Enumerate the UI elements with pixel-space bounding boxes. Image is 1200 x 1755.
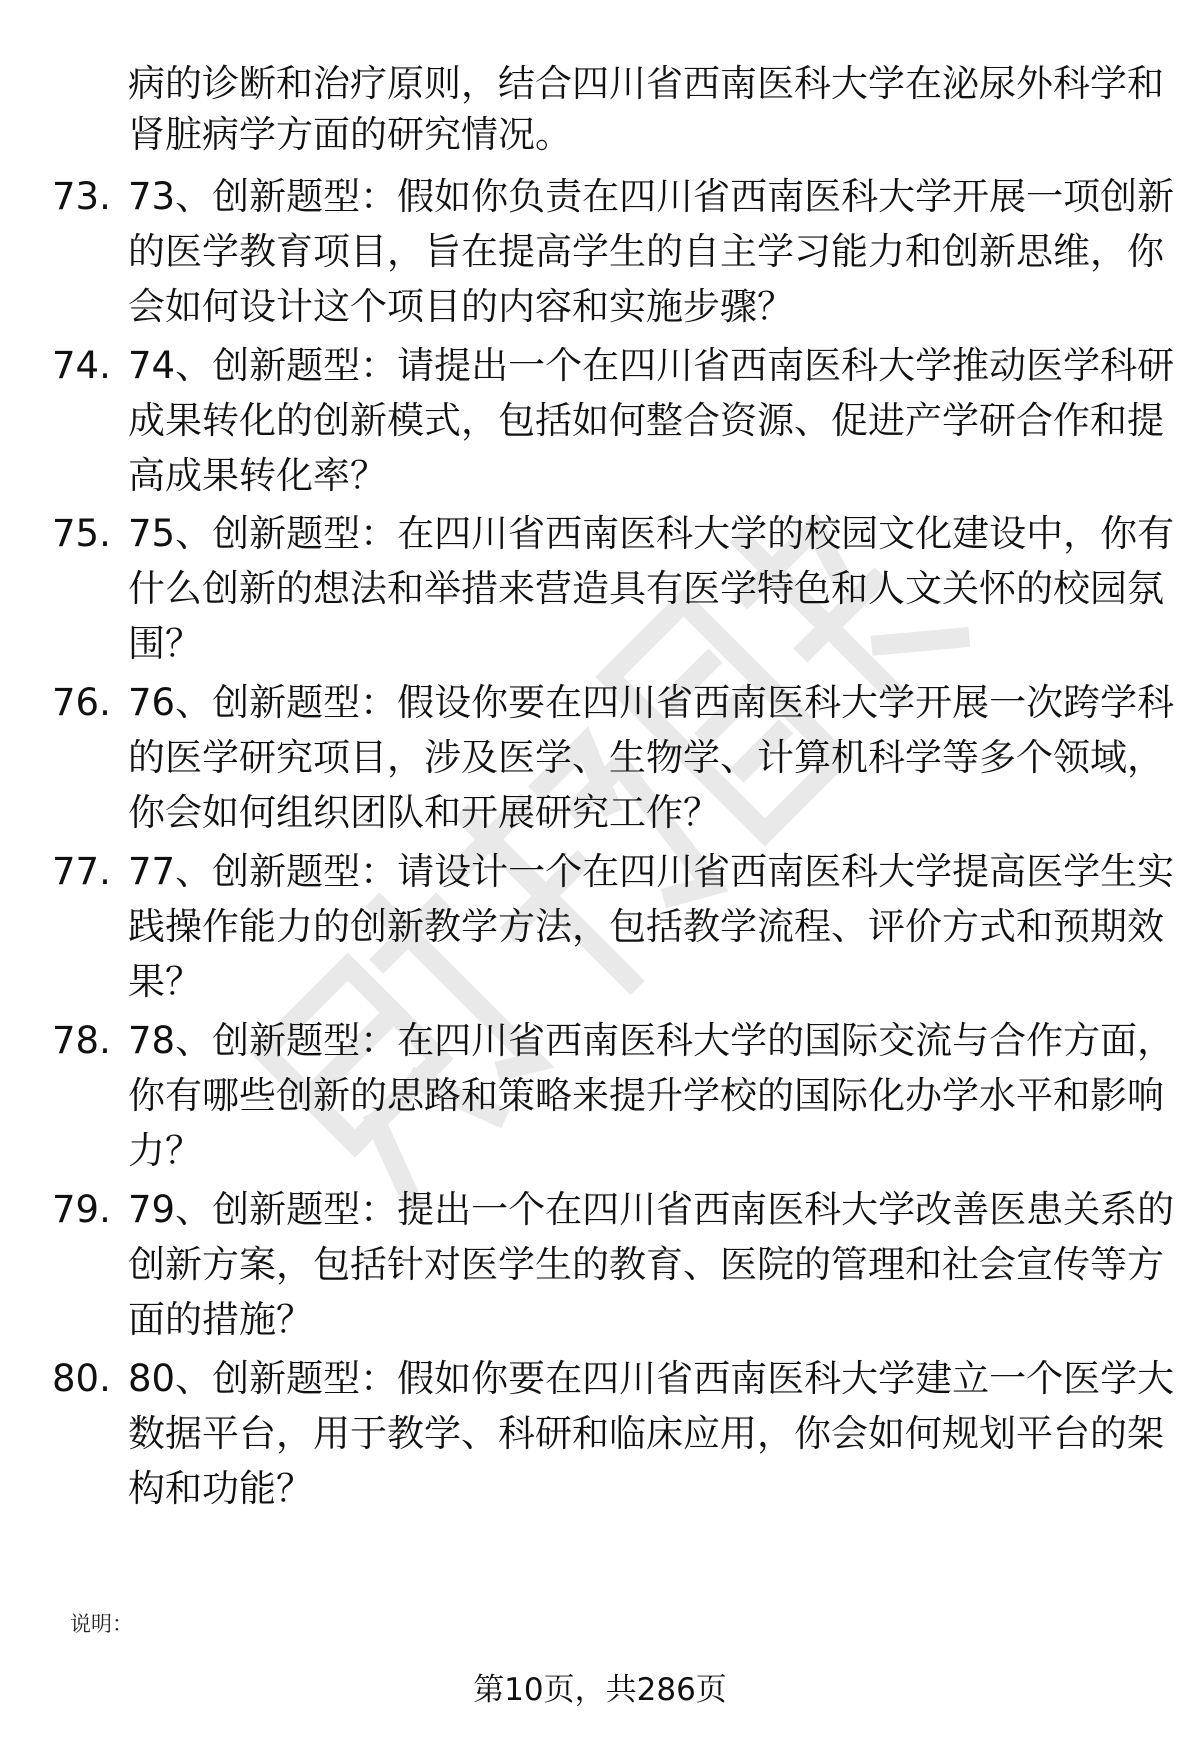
question-number: 74.	[52, 344, 111, 387]
page-number: 第10页，共286页	[473, 1672, 727, 1708]
note-label: 说明：	[70, 1612, 133, 1636]
question-number: 78.	[52, 1019, 111, 1062]
question-number: 80.	[52, 1357, 111, 1400]
question-line: 你会如何组织团队和开展研究工作？	[128, 791, 720, 834]
question-line: 的医学教育项目，旨在提高学生的自主学习能力和创新思维，你	[128, 230, 1164, 273]
intro-line: 病的诊断和治疗原则，结合四川省西南医科大学在泌尿外科学和	[128, 62, 1164, 105]
question-text	[128, 1351, 1175, 1516]
continued-paragraph	[128, 58, 1164, 160]
intro-line: 肾脏病学方面的研究情况。	[128, 113, 572, 156]
question-number: 73.	[52, 175, 111, 218]
question-line: 果？	[128, 960, 202, 1003]
question-text	[128, 169, 1175, 334]
question-line: 的医学研究项目，涉及医学、生物学、计算机科学等多个领域，	[128, 736, 1164, 779]
question-line: 77、创新题型：请设计一个在四川省西南医科大学提高医学生实	[128, 850, 1175, 893]
question-line: 79、创新题型：提出一个在四川省西南医科大学改善医患关系的	[128, 1188, 1175, 1231]
question-number: 75.	[52, 512, 111, 555]
question-line: 高成果转化率？	[128, 454, 387, 497]
question-line: 什么创新的想法和举措来营造具有医学特色和人文关怀的校园氛	[128, 567, 1164, 610]
question-text	[128, 1013, 1175, 1178]
question-text	[128, 506, 1175, 671]
question-line: 74、创新题型：请提出一个在四川省西南医科大学推动医学科研	[128, 344, 1175, 387]
question-line: 76、创新题型：假设你要在四川省西南医科大学开展一次跨学科	[128, 681, 1175, 724]
question-line: 成果转化的创新模式，包括如何整合资源、促进产学研合作和提	[128, 399, 1164, 442]
question-number: 79.	[52, 1188, 111, 1231]
question-number: 76.	[52, 681, 111, 724]
question-line: 80、创新题型：假如你要在四川省西南医科大学建立一个医学大	[128, 1357, 1175, 1400]
question-line: 面的措施？	[128, 1298, 313, 1341]
question-text	[128, 675, 1175, 840]
question-line: 构和功能？	[128, 1467, 313, 1510]
question-line: 践操作能力的创新教学方法，包括教学流程、评价方式和预期效	[128, 905, 1164, 948]
question-line: 你有哪些创新的思路和策略来提升学校的国际化办学水平和影响	[128, 1074, 1164, 1117]
question-text	[128, 844, 1175, 1009]
question-line: 78、创新题型：在四川省西南医科大学的国际交流与合作方面，	[128, 1019, 1175, 1062]
question-line: 创新方案，包括针对医学生的教育、医院的管理和社会宣传等方	[128, 1243, 1164, 1286]
question-line: 73、创新题型：假如你负责在四川省西南医科大学开展一项创新	[128, 175, 1175, 218]
question-line: 75、创新题型：在四川省西南医科大学的校园文化建设中，你有	[128, 512, 1175, 555]
question-number: 77.	[52, 850, 111, 893]
question-text	[128, 338, 1175, 503]
question-text	[128, 1182, 1175, 1347]
question-line: 会如何设计这个项目的内容和实施步骤？	[128, 285, 794, 328]
question-line: 数据平台，用于教学、科研和临床应用，你会如何规划平台的架	[128, 1412, 1164, 1455]
question-line: 围？	[128, 622, 202, 665]
question-line: 力？	[128, 1129, 202, 1172]
